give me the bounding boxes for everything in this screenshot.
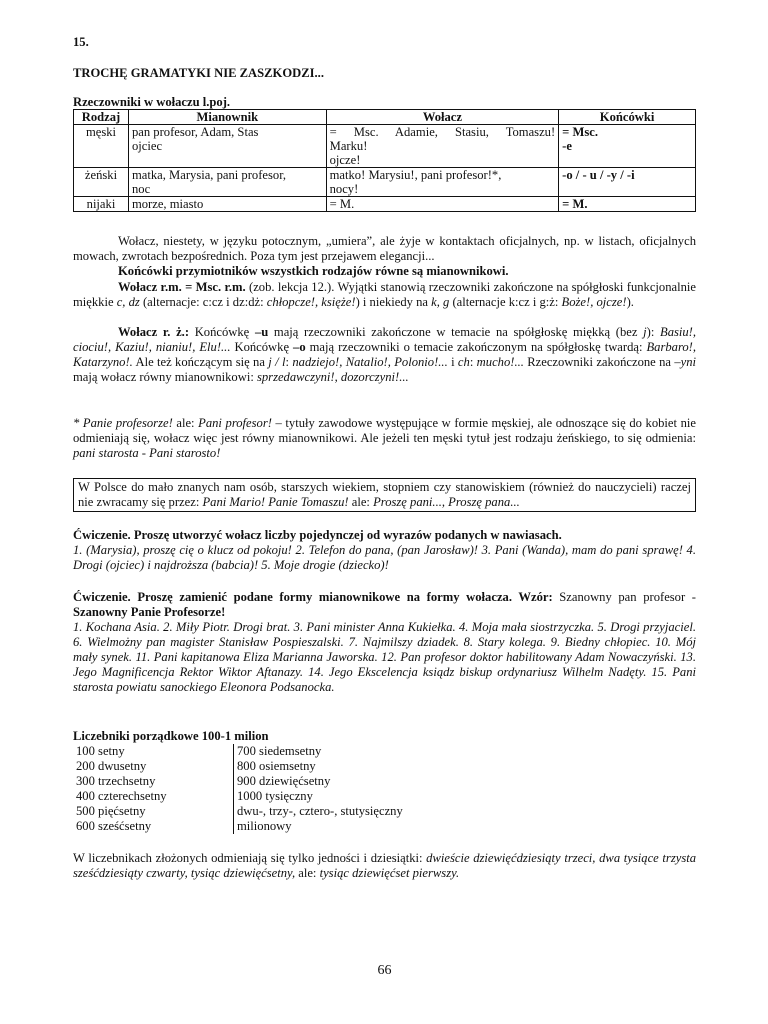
table-row bbox=[73, 759, 406, 774]
cell-koncowki bbox=[559, 125, 696, 168]
cell-wolacz: = M. bbox=[326, 197, 559, 212]
numerals-heading: Liczebniki porządkowe 100-1 milion bbox=[73, 729, 269, 743]
text-italic: j bbox=[643, 325, 647, 339]
exercise-2-body: 1. Kochana Asia. 2. Miły Piotr. Drogi brat. 3. Pani minister Anna Kukiełka. 4. Moja mała siostrzyczka. 5. Drogi przyjaciel. 6. Wielmożny pan magister Stanisław Pospieszalski. 7. Najmilszy dziadek. 8. Stary kolega. 9. Biedny chłopiec. 10. Mój mały synek. 11. Pani kapitanowa Eliza Marianna Jaworska. 12. Pan profesor doktor habilitowany Adam Nowaczyński. 13. Jego Magnificencja Rektor Wiktor Aftanazy. 14. Jego Ekscelencja ksiądz biskup ordynariusz Wilhelm Nadęty. 15. Pani starosta powiatu sanockiego Eleonora Podsanocka. bbox=[73, 620, 696, 694]
note-box-text bbox=[78, 480, 691, 510]
text-italic: ch bbox=[457, 355, 470, 369]
table-caption: Rzeczowniki w wołaczu l.poj. bbox=[73, 95, 231, 109]
table-row bbox=[74, 125, 696, 168]
header-cell: Rodzaj bbox=[74, 110, 129, 125]
header-cell: Wołacz bbox=[326, 110, 559, 125]
text: mają wołacz równy mianownikowi: bbox=[73, 370, 257, 384]
paragraph-vocative-usage: Wołacz, niestety, w języku potocznym, „umiera”, ale żyje w kontaktach oficjalnych, np. w listach, oficjalnych mowach, zwrotach bezpośrednich. Poza tym jest przejawem elegancji... bbox=[73, 234, 696, 263]
text: – tytuły zawodowe występujące w formie męskiej, ale odnoszące się do kobiet nie odmieniają się, wołacz więc jest równy mianownikowi. Ale jeżeli ten męski tytuł jest rodzaju żeńskiego, to się odmienia: bbox=[73, 416, 697, 445]
text: ) i niekiedy na bbox=[355, 295, 432, 309]
table-row bbox=[73, 774, 406, 789]
text: ): bbox=[646, 325, 660, 339]
text-italic: nadziejo!, Natalio!, Polonio!... bbox=[292, 355, 448, 369]
text: Ale też kończącym się na bbox=[132, 355, 269, 369]
cell-mianownik bbox=[128, 125, 326, 168]
numeral-left: 600 sześćsetny bbox=[73, 819, 234, 834]
cell-rodzaj: żeński bbox=[74, 168, 129, 197]
text: : bbox=[285, 355, 293, 369]
text-bold: –o bbox=[293, 340, 306, 354]
text: Szanowny pan profesor - bbox=[552, 590, 696, 604]
text: mają rzeczowniki o temacie zakończonym na spółgłoskę twardą: bbox=[305, 340, 647, 354]
paragraph-adjectives: Końcówki przymiotników wszystkich rodzajów równe są mianownikowi. bbox=[118, 264, 509, 278]
text-italic: tysiąc dziewięćset pierwszy. bbox=[319, 866, 460, 880]
text: (alternacje: c:cz i dz:dż: bbox=[139, 295, 267, 309]
cell-rodzaj: męski bbox=[74, 125, 129, 168]
cell-line: matka, Marysia, pani profesor, bbox=[131, 168, 287, 182]
cell-line: ojcze! bbox=[329, 153, 361, 167]
table-row bbox=[74, 197, 696, 212]
text-italic: Pani profesor! bbox=[198, 416, 272, 430]
paragraph-masculine bbox=[73, 280, 696, 310]
numerals-table-wrap bbox=[73, 744, 696, 834]
exercise-1-body: 1. (Marysia), proszę cię o klucz od pokoju! 2. Telefon do pana, (pan Jarosław)! 3. Pani (Wanda), mam do pani sprawę! 4. Drogi (ojciec) i najdroższa (babcia)! 5. Moje drogie (dziecko)! bbox=[73, 543, 696, 572]
cell-line: = Msc. bbox=[562, 125, 599, 139]
exercise-2 bbox=[73, 590, 696, 695]
text: i bbox=[447, 355, 458, 369]
cell-mianownik: morze, miasto bbox=[128, 197, 326, 212]
text: W liczebnikach złożonych odmieniają się tylko jedności i dziesiątki: bbox=[73, 851, 427, 865]
text-italic: Proszę pani..., Proszę pana... bbox=[373, 495, 520, 509]
text: ale: bbox=[172, 416, 199, 430]
lesson-number: 15. bbox=[73, 35, 89, 49]
numeral-left: 300 trzechsetny bbox=[73, 774, 234, 789]
text: Rzeczowniki zakończone na bbox=[523, 355, 675, 369]
exercise-1-heading: Ćwiczenie. Proszę utworzyć wołacz liczby pojedynczej od wyrazów podanych w nawiasach. bbox=[73, 528, 562, 542]
exercise-2-heading bbox=[73, 590, 696, 620]
paragraph-compound-numerals bbox=[73, 851, 696, 881]
text-italic: Basiu!, ciociu!, Kaziu!, nianiu!, Elu!... bbox=[73, 325, 697, 354]
text-italic: sprzedawczyni!, dozorczyni!... bbox=[256, 370, 409, 384]
note-box bbox=[73, 478, 696, 512]
cell-line: pan profesor, Adam, Stas bbox=[131, 125, 259, 139]
cell-wolacz bbox=[326, 125, 559, 168]
text-italic: mucho!... bbox=[476, 355, 524, 369]
text: mają rzeczowniki zakończone w temacie na spółgłoskę miękką (bez bbox=[268, 325, 644, 339]
numeral-right: dwu-, trzy-, cztero-, stutysięczny bbox=[237, 804, 403, 818]
numeral-left: 400 czterechsetny bbox=[73, 789, 234, 804]
numerals-table bbox=[73, 744, 406, 834]
text-italic: Pani Mario! Panie Tomaszu! bbox=[202, 495, 349, 509]
table-row bbox=[73, 789, 406, 804]
header-cell: Końcówki bbox=[559, 110, 696, 125]
text: (alternacje k:cz i g:ż: bbox=[449, 295, 562, 309]
text: Końcówkę bbox=[189, 325, 255, 339]
text-italic: c, dz bbox=[116, 295, 140, 309]
text-italic: dwieście dziewięćdziesiąty trzeci, dwa tysiące trzysta sześćdziesiąty czwarty, tysiąc dziewięćsetny, bbox=[73, 851, 697, 880]
table-header-row bbox=[74, 110, 696, 125]
numeral-right: 1000 tysięczny bbox=[237, 789, 313, 803]
table-row bbox=[73, 819, 406, 834]
numeral-left: 200 dwusetny bbox=[73, 759, 234, 774]
text: : bbox=[469, 355, 477, 369]
table-row bbox=[74, 168, 696, 197]
text: ale: bbox=[348, 495, 374, 509]
vocative-table bbox=[73, 109, 696, 212]
footnote bbox=[73, 416, 696, 461]
text-bold: Szanowny Panie Profesorze! bbox=[73, 605, 226, 619]
cell-koncowki: -o / - u / -y / -i bbox=[559, 168, 696, 197]
cell-line: matko! Marysiu!, pani profesor!*, bbox=[329, 168, 502, 182]
cell-koncowki: = M. bbox=[559, 197, 696, 212]
text-italic: k, g bbox=[431, 295, 450, 309]
table-row bbox=[73, 804, 406, 819]
cell-line: -e bbox=[562, 139, 572, 153]
paragraph-feminine bbox=[73, 325, 696, 385]
numeral-right: 900 dziewięćsetny bbox=[237, 774, 331, 788]
cell-line: ojciec bbox=[131, 139, 163, 153]
numeral-left: 500 pięćsetny bbox=[73, 804, 234, 819]
text-italic: Barbaro!, Katarzyno!. bbox=[73, 340, 697, 369]
text: ale: bbox=[295, 866, 320, 880]
text-bold: –u bbox=[254, 325, 269, 339]
text-bold: Wołacz r. ż.: bbox=[118, 325, 190, 339]
text: (zob. lekcja 12.). Wyjątki stanowią rzeczowniki zakończone na spółgłoski funkcjonalnie miękkie bbox=[73, 280, 696, 309]
text: ). bbox=[626, 295, 634, 309]
numeral-right: 700 siedemsetny bbox=[237, 744, 322, 758]
numeral-left: 100 setny bbox=[73, 744, 234, 759]
page-title: TROCHĘ GRAMATYKI NIE ZASZKODZI... bbox=[73, 66, 324, 80]
cell-rodzaj: nijaki bbox=[74, 197, 129, 212]
cell-mianownik bbox=[128, 168, 326, 197]
numeral-right: milionowy bbox=[237, 819, 292, 833]
page-number: 66 bbox=[377, 963, 392, 978]
exercise-1 bbox=[73, 528, 696, 573]
text-italic: Boże!, ojcze! bbox=[561, 295, 627, 309]
text-italic: * Panie profesorze! bbox=[73, 416, 173, 430]
vocative-table-wrap bbox=[73, 109, 696, 212]
text-italic: j / l bbox=[268, 355, 286, 369]
table-row bbox=[73, 744, 406, 759]
numeral-right: 800 osiemsetny bbox=[237, 759, 316, 773]
cell-line: noc bbox=[131, 182, 151, 196]
cell-line: nocy! bbox=[329, 182, 359, 196]
cell-line: = Msc. Adamie, Stasiu, Tomaszu! bbox=[329, 125, 556, 139]
cell-wolacz bbox=[326, 168, 559, 197]
text-bold: Wołacz r.m. = Msc. r.m. bbox=[118, 280, 246, 294]
text-italic: –yni bbox=[674, 355, 697, 369]
cell-line: Marku! bbox=[329, 139, 368, 153]
text: W Polsce do mało znanych nam osób, starszych wiekiem, stopniem czy stanowiskiem (również do nauczycieli) raczej nie zwracamy się przez: bbox=[78, 480, 691, 509]
text-bold: Ćwiczenie. Proszę zamienić podane formy mianownikowe na formy wołacza. Wzór: bbox=[73, 590, 553, 604]
header-cell: Mianownik bbox=[128, 110, 326, 125]
text-italic: chłopcze!, księże! bbox=[266, 295, 356, 309]
text: Końcówkę bbox=[230, 340, 294, 354]
text-italic: pani starosta - Pani starosto! bbox=[73, 446, 221, 460]
